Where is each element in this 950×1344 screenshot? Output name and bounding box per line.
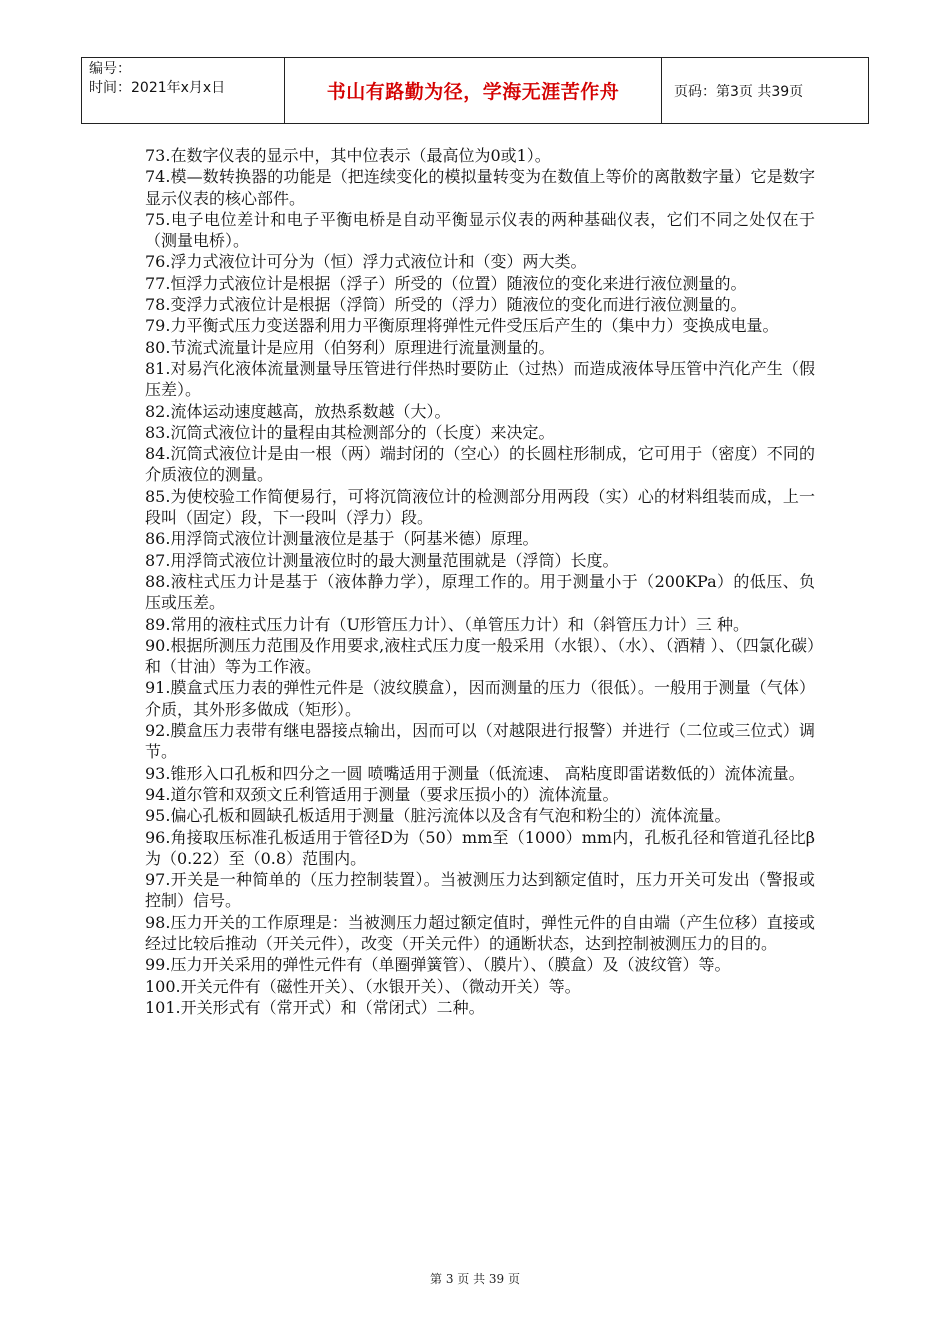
question-item: 98.压力开关的工作原理是：当被测压力超过额定值时，弹性元件的自由端（产生位移）直接或经过比较后推动（开关元件），改变（开关元件）的通断状态，达到控制被测压力的目的。	[145, 912, 815, 953]
document-header	[81, 57, 869, 124]
question-item: 79.力平衡式压力变送器利用力平衡原理将弹性元件受压后产生的（集中力）变换成电量。	[145, 316, 779, 336]
question-item: 101.开关形式有（常开式）和（常闭式）二种。	[145, 997, 485, 1017]
question-item: 92.膜盒压力表带有继电器接点输出，因而可以（对越限进行报警）并进行（二位或三位式）调节。	[145, 721, 815, 762]
question-item: 85.为使校验工作简便易行，可将沉筒液位计的检测部分用两段（实）心的材料组装而成，上一段叫（固定）段，下一段叫（浮力）段。	[145, 486, 815, 528]
header-motto-cell	[285, 58, 662, 123]
question-item: 80.节流式流量计是应用（伯努利）原理进行流量测量的。	[145, 337, 555, 357]
question-item: 73.在数字仪表的显示中，其中位表示（最高位为0或1）。	[145, 146, 551, 165]
question-item: 100.开关元件有（磁性开关）、（水银开关）、（微动开关）等。	[145, 976, 581, 996]
question-item: 94.道尔管和双颈文丘利管适用于测量（要求压损小的）流体流量。	[145, 784, 619, 804]
question-item: 90.根据所测压力范围及作用要求,液柱式压力度一般采用（水银）、（水）、（酒精 ）、（四氯化碳）和（甘油）等为工作液。	[145, 635, 815, 677]
header-page-cell	[662, 58, 868, 123]
question-item: 76.浮力式液位计可分为（恒）浮力式液位计和（变）两大类。	[145, 252, 587, 272]
header-meta	[82, 58, 285, 123]
question-item: 77.恒浮力式液位计是根据（浮子）所受的（位置）随液位的变化来进行液位测量的。	[145, 273, 747, 293]
motto-text: 书山有路勤为径，学海无涯苦作舟	[326, 81, 620, 103]
question-item: 93.锥形入口孔板和四分之一圆 喷嘴适用于测量（低流速、 高粘度即雷诺数低的）流体流量。	[145, 763, 805, 783]
question-item: 88.液柱式压力计是基于（液体静力学），原理工作的。用于测量小于（200KPa）的低压、负压或压差。	[145, 571, 815, 613]
question-item: 86.用浮筒式液位计测量液位是基于（阿基米德）原理。	[145, 529, 539, 549]
question-item: 95.偏心孔板和圆缺孔板适用于测量（脏污流体以及含有气泡和粉尘的）流体流量。	[145, 806, 731, 826]
question-item: 81.对易汽化液体流量测量导压管进行伴热时要防止（过热）而造成液体导压管中汽化产生（假压差）。	[145, 358, 815, 400]
number-label: 编号：	[89, 61, 131, 77]
question-item: 87.用浮筒式液位计测量液位时的最大测量范围就是（浮筒）长度。	[145, 550, 619, 570]
question-item: 99.压力开关采用的弹性元件有（单圈弹簧管）、（膜片）、（膜盒）及（波纹管）等。	[145, 955, 731, 975]
question-item: 75.电子电位差计和电子平衡电桥是自动平衡显示仪表的两种基础仪表，它们不同之处仅在于（测量电桥）。	[145, 209, 815, 251]
question-item: 84.沉筒式液位计是由一根（两）端封闭的（空心）的长圆柱形制成，它可用于（密度）不同的介质液位的测量。	[145, 444, 815, 485]
question-item: 83.沉筒式液位计的量程由其检测部分的（长度）来决定。	[145, 422, 555, 442]
document-body	[145, 145, 815, 1018]
question-item: 82.流体运动速度越高，放热系数越（大）。	[145, 401, 451, 421]
question-item: 96.角接取压标准孔板适用于管径D为（50）mm至（1000）mm内，孔板孔径和管道孔径比β为（0.22）至（0.8）范围内。	[145, 827, 815, 868]
question-item: 91.膜盒式压力表的弹性元件是（波纹膜盒），因而测量的压力（很低）。一般用于测量（气体）介质，其外形多做成（矩形）。	[145, 678, 815, 719]
question-item: 97.开关是一种简单的（压力控制装置）。当被测压力达到额定值时，压力开关可发出（警报或控制）信号。	[145, 870, 815, 911]
page-footer	[0, 1270, 950, 1287]
question-item: 89.常用的液柱式压力计有（U形管压力计）、（单管压力计）和（斜管压力计）三 种。	[145, 614, 750, 634]
footer-page-number: 第 3 页 共 39 页	[430, 1272, 520, 1286]
page-info: 页码：第3页 共39页	[674, 83, 804, 100]
question-item: 74.模—数转换器的功能是（把连续变化的模拟量转变为在数值上等价的离散数字量）它是数字显示仪表的核心部件。	[145, 167, 815, 208]
time-label: 时间：2021年x月x日	[89, 80, 226, 96]
question-item: 78.变浮力式液位计是根据（浮筒）所受的（浮力）随液位的变化而进行液位测量的。	[145, 295, 747, 315]
